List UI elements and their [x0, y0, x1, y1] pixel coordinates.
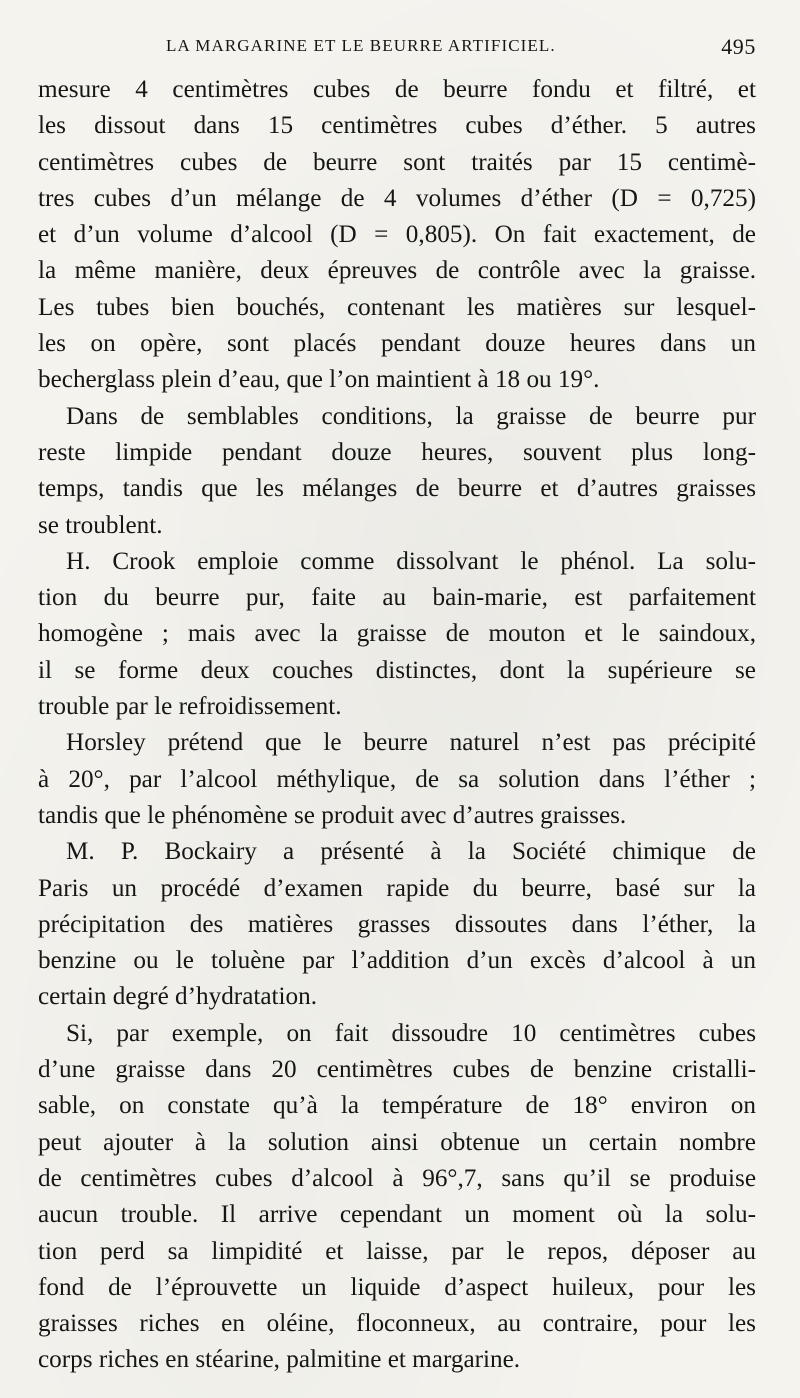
paragraph [38, 1016, 756, 1379]
text-line: fond de l’éprouvette un liquide d’aspect huileux, pour les [38, 1273, 756, 1301]
text-line: à 20°, par l’alcool méthylique, de sa solution dans l’éther ; [38, 765, 756, 793]
text-line: Les tubes bien bouchés, contenant les matières sur lesquel- [38, 293, 756, 321]
text-line: centimètres cubes de beurre sont traités par 15 centimè- [38, 148, 756, 176]
text-line: peut ajouter à la solution ainsi obtenue un certain nombre [38, 1128, 756, 1156]
text-line: tion perd sa limpidité et laisse, par le repos, déposer au [38, 1237, 756, 1265]
page-number: 495 [721, 34, 756, 59]
paragraph [38, 399, 756, 544]
body-text [38, 72, 756, 1379]
paragraph [38, 725, 756, 834]
text-line: Si, par exemple, on fait dissoudre 10 centimètres cubes [66, 1019, 756, 1047]
text-line: précipitation des matières grasses dissoutes dans l’éther, la [38, 910, 756, 938]
paragraph [38, 834, 756, 1015]
text-line: de centimètres cubes d’alcool à 96°,7, sans qu’il se produise [38, 1164, 756, 1192]
text-line: il se forme deux couches distinctes, dont la supérieure se [38, 656, 756, 684]
text-line: aucun trouble. Il arrive cependant un moment où la solu- [38, 1201, 756, 1229]
text-line: tion du beurre pur, faite au bain-marie, est parfaitement [38, 584, 756, 612]
running-title: LA MARGARINE ET LE BEURRE ARTIFICIEL. [166, 36, 556, 55]
text-line: et d’un volume d’alcool (D = 0,805). On fait exactement, de [38, 221, 756, 249]
text-line: certain degré d’hydratation. [38, 983, 318, 1011]
text-line: tandis que le phénomène se produit avec d’autres graisses. [38, 801, 627, 829]
text-line: Dans de semblables conditions, la graisse de beurre pur [66, 402, 756, 430]
paragraph [38, 72, 756, 399]
text-line: la même manière, deux épreuves de contrôle avec la graisse. [38, 257, 756, 285]
text-line: corps riches en stéarine, palmitine et margarine. [38, 1346, 521, 1374]
text-line: les dissout dans 15 centimètres cubes d’éther. 5 autres [38, 112, 756, 140]
text-line: les on opère, sont placés pendant douze heures dans un [38, 330, 756, 358]
text-line: mesure 4 centimètres cubes de beurre fondu et filtré, et [38, 76, 756, 103]
text-line: tres cubes d’un mélange de 4 volumes d’éther (D = 0,725) [38, 184, 756, 212]
text-line: H. Crook emploie comme dissolvant le phénol. La solu- [66, 547, 756, 575]
text-line: temps, tandis que les mélanges de beurre et d’autres graisses [38, 475, 756, 503]
paragraph [38, 544, 756, 725]
text-line: se troublent. [38, 511, 163, 539]
text-line: becherglass plein d’eau, que l’on maintient à 18 ou 19°. [38, 366, 600, 394]
text-line: Horsley prétend que le beurre naturel n’est pas précipité [66, 729, 756, 757]
text-line: homogène ; mais avec la graisse de mouton et le saindoux, [38, 620, 756, 648]
text-line: Paris un procédé d’examen rapide du beurre, basé sur la [38, 874, 756, 902]
text-line: sable, on constate qu’à la température de 18° environ on [38, 1092, 756, 1120]
text-line: trouble par le refroidissement. [38, 693, 342, 721]
text-line: d’une graisse dans 20 centimètres cubes de benzine cristalli- [38, 1056, 756, 1084]
text-line: M. P. Bockairy a présenté à la Société chimique de [66, 838, 756, 866]
text-line: benzine ou le toluène par l’addition d’un excès d’alcool à un [38, 947, 756, 975]
text-line: reste limpide pendant douze heures, souvent plus long- [38, 438, 756, 466]
running-head [38, 36, 756, 64]
text-line: graisses riches en oléine, floconneux, au contraire, pour les [38, 1310, 756, 1338]
